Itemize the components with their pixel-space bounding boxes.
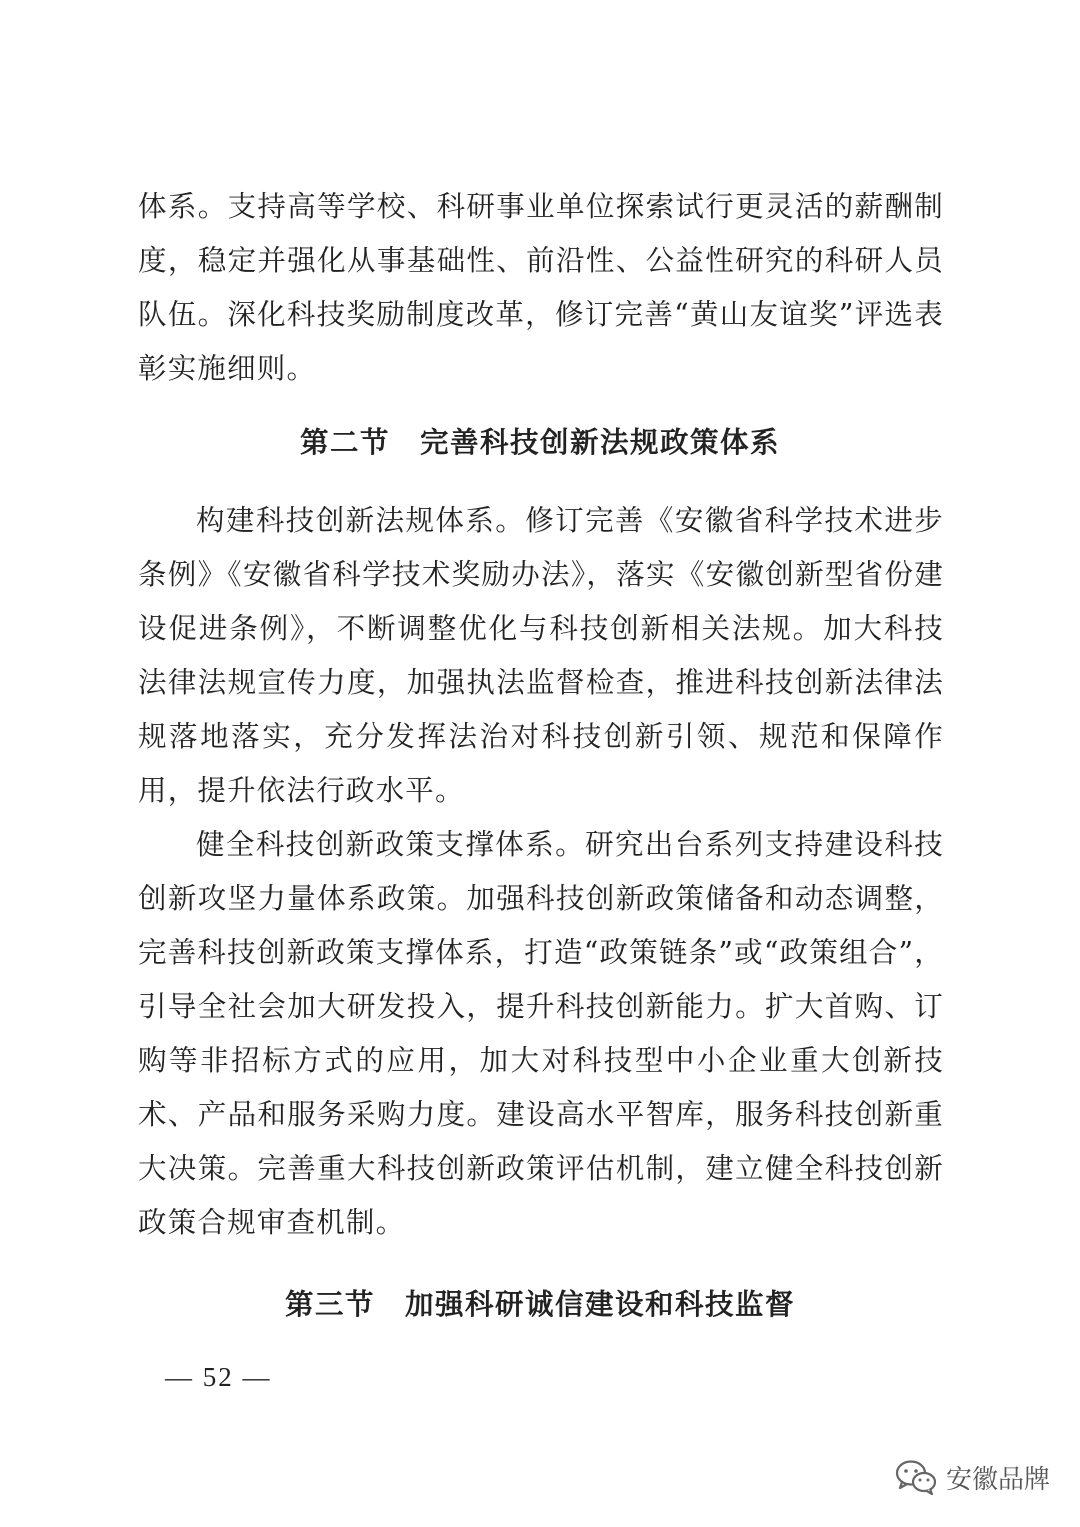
section-3-heading: 第三节 加强科研诚信建设和科技监督: [284, 1287, 795, 1321]
page-number: — 52 —: [165, 1362, 272, 1392]
watermark: [894, 1455, 1050, 1499]
paragraph-policy-system: 健全科技创新政策支撑体系。研究出台系列支持建设科技创新攻坚力量体系政策。加强科技创新政策储备和动态调整，完善科技创新政策支撑体系，打造“政策链条”或“政策组合”，引导全社会加大研发投入，提升科技创新能力。扩大首购、订购等非招标方式的应用，加大对科技型中小企业重大创新技术、产品和服务采购力度。建设高水平智库，服务科技创新重大决策。完善重大科技创新政策评估机制，建立健全科技创新政策合规审查机制。: [138, 828, 944, 1239]
section-2-heading: 第二节 完善科技创新法规政策体系: [299, 425, 780, 459]
paragraph-continued: 体系。支持高等学校、科研事业单位探索试行更灵活的薪酬制度，稳定并强化从事基础性、前沿性、公益性研究的科研人员队伍。深化科技奖励制度改革，修订完善“黄山友谊奖”评选表彰实施细则。: [138, 190, 944, 385]
watermark-text: 安徽品牌: [945, 1464, 1050, 1495]
paragraph-law-system: 构建科技创新法规体系。修订完善《安徽省科学技术进步条例》《安徽省科学技术奖励办法》，落实《安徽创新型省份建设促进条例》，不断调整优化与科技创新相关法规。加大科技法律法规宣传力度，加强执法监督检查，推进科技创新法律法规落地落实，充分发挥法治对科技创新引领、规范和保障作用，提升依法行政水平。: [138, 504, 944, 807]
wechat-icon: [894, 1458, 938, 1496]
